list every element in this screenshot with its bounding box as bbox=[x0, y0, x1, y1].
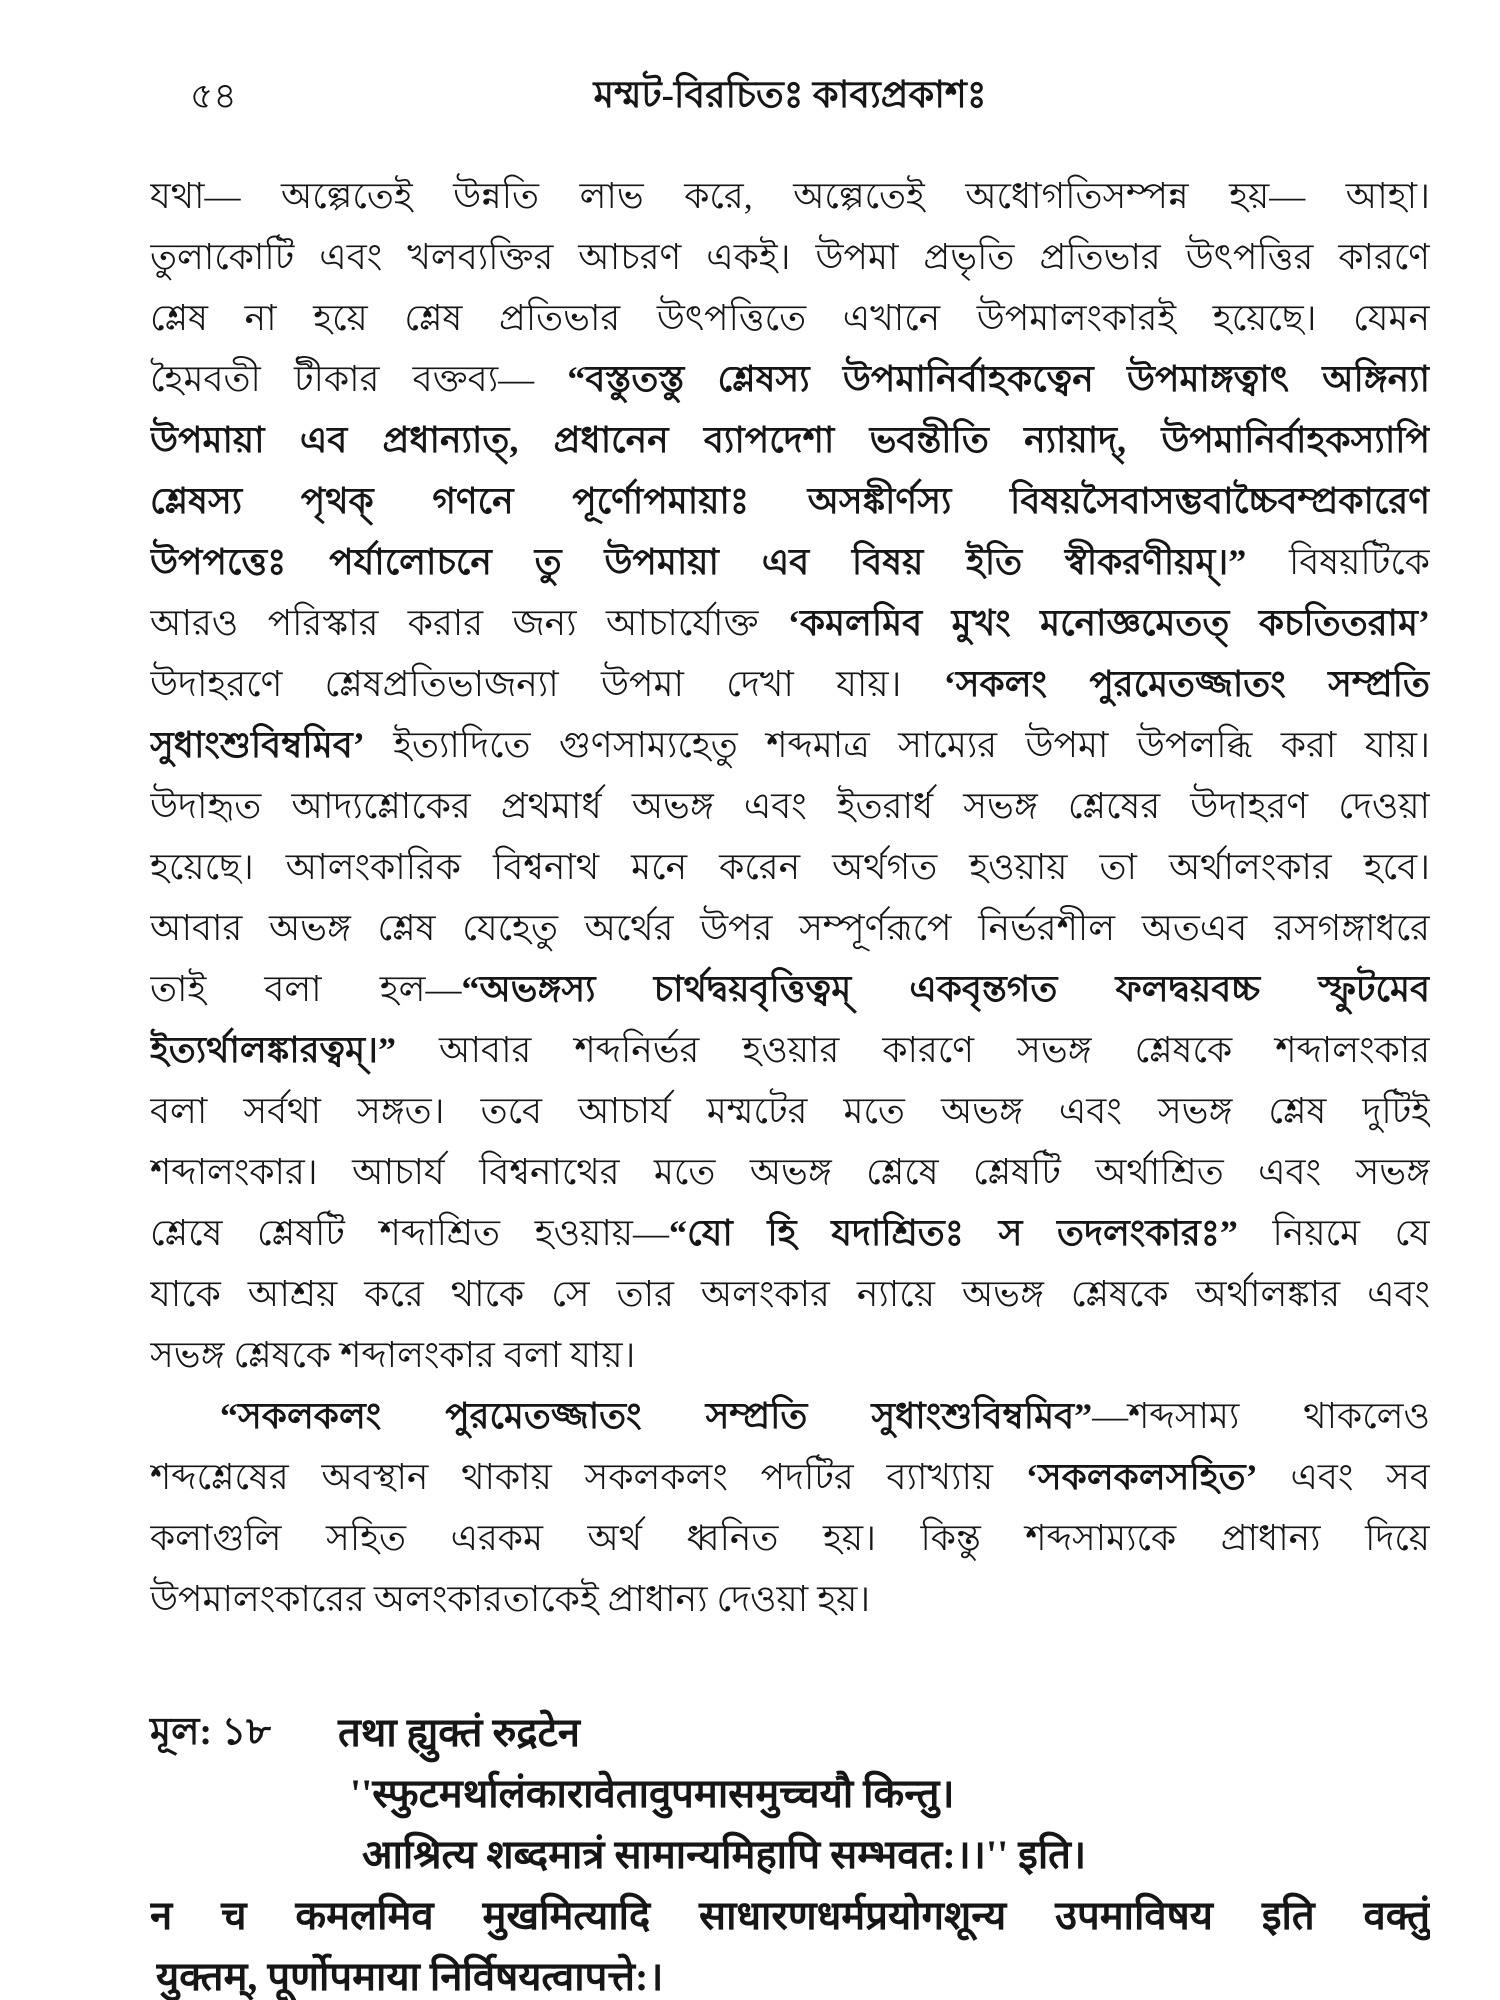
text-line bbox=[150, 1447, 1430, 1508]
mula-verse-line: युक्तम्, पूर्णोपमाया निर्विषयत्वापत्ते:। bbox=[156, 1954, 664, 1999]
text-line bbox=[150, 715, 1430, 776]
body-text-segment: সভঙ্গ শ্লেষকে শব্দালংকার বলা যায়। bbox=[150, 1335, 636, 1375]
quoted-text-segment: উপমায়া এব প্রধান্যাত্, প্রধানেন ব্যাপদেশা ভবন্তীতি ন্যায়াদ্, উপমানির্বাহকস্যাপি bbox=[150, 420, 1430, 460]
text-line bbox=[150, 654, 1430, 715]
text-line bbox=[150, 898, 1430, 959]
body-text-segment: আবার অভঙ্গ শ্লেষ যেহেতু অর্থের উপর সম্পূর্ণরূপে নির্ভরশীল অতএব রসগঙ্গাধরে bbox=[150, 908, 1430, 948]
body-text-segment: বলা সর্বথা সঙ্গত। তবে আচার্য মম্মটের মতে অভঙ্গ এবং সভঙ্গ শ্লেষ দুটিই bbox=[150, 1091, 1430, 1131]
page-header-title: মম্মট-বিরচিতঃ কাব্যপ্রকাশঃ bbox=[593, 75, 987, 116]
text-line bbox=[150, 1325, 1430, 1386]
quoted-text-segment: ‘সকলং পুরমেতজ্জাতং সম্প্রতি bbox=[943, 664, 1430, 704]
body-text-segment: যথা— অল্পেতেই উন্নতি লাভ করে, অল্পেতেই অধোগতিসম্পন্ন হয়— আহা। bbox=[150, 176, 1430, 216]
body-text-segment: নিয়মে যে bbox=[1237, 1213, 1430, 1253]
body-text-segment: উদাহৃত আদ্যশ্লোকের প্রথমার্ধ অভঙ্গ এবং ইতরার্ধ সভঙ্গ শ্লেষের উদাহরণ দেওয়া bbox=[150, 786, 1430, 826]
body-text-segment: হৈমবতী টীকার বক্তব্য— bbox=[150, 359, 568, 399]
body-text-segment: শব্দশ্লেষের অবস্থান থাকায় সকলকলং পদটির ব্যাখ্যায় bbox=[150, 1457, 1026, 1497]
body-text-segment: বিষয়টিকে bbox=[1246, 542, 1430, 582]
quoted-text-segment: সুধাংশুবিম্বমিব’ bbox=[150, 725, 365, 765]
quoted-text-segment: ‘কমলমিব মুখং মনোজ্ঞমেতত্ কচতিতরাম’ bbox=[787, 603, 1430, 643]
text-line bbox=[150, 1264, 1430, 1325]
text-line bbox=[150, 1142, 1430, 1203]
text-line bbox=[150, 837, 1430, 898]
text-line bbox=[150, 288, 1430, 349]
page-number: ৫৪ bbox=[190, 76, 237, 116]
body-text-segment: উপমালংকারের অলংকারতাকেই প্রাধান্য দেওয়া হয়। bbox=[150, 1579, 871, 1619]
mula-heading-row bbox=[150, 1702, 1430, 1763]
quoted-text-segment: “অভঙ্গস্য চার্থদ্বয়বৃত্তিত্বম্ একবৃন্তগত ফলদ্বয়বচ্চ স্ফুটমেব bbox=[461, 969, 1430, 1009]
body-text-segment: শব্দালংকার। আচার্য বিশ্বনাথের মতে অভঙ্গ শ্লেষে শ্লেষটি অর্থাশ্রিত এবং সভঙ্গ bbox=[150, 1152, 1430, 1192]
text-line bbox=[150, 410, 1430, 471]
text-line bbox=[150, 1020, 1430, 1081]
body-text-segment: ইত্যাদিতে গুণসাম্যহেতু শব্দমাত্র সাম্যের উপমা উপলব্ধি করা যায়। bbox=[364, 725, 1430, 765]
page-header bbox=[150, 70, 1430, 122]
mula-verse-line: ''स्फुटमर्थालंकारावेतावुपमासमुच्चयौ किन्तु। bbox=[350, 1771, 955, 1816]
body-text-segment: যাকে আশ্রয় করে থাকে সে তার অলংকার ন্যায়ে অভঙ্গ শ্লেষকে অর্থালঙ্কার এবং bbox=[150, 1274, 1430, 1314]
text-line bbox=[150, 1569, 1430, 1630]
quoted-text-segment: ইত্যর্থালঙ্কারত্বম্।” bbox=[150, 1030, 396, 1070]
body-text-segment: —শব্দসাম্য থাকলেও bbox=[1092, 1396, 1430, 1436]
text-line bbox=[150, 227, 1430, 288]
text-line bbox=[150, 1203, 1430, 1264]
body-text-segment: শ্লেষ না হয়ে শ্লেষ প্রতিভার উৎপত্তিতে এখানে উপমালংকারই হয়েছে। যেমন bbox=[150, 298, 1430, 338]
body-text-segment: তুলাকোটি এবং খলব্যক্তির আচরণ একই। উপমা প্রভৃতি প্রতিভার উৎপত্তির কারণে bbox=[150, 237, 1430, 277]
text-line bbox=[150, 349, 1430, 410]
text-line bbox=[150, 166, 1430, 227]
text-line bbox=[150, 593, 1430, 654]
body-text-segment: উদাহরণে শ্লেষপ্রতিভাজন্যা উপমা দেখা যায়। bbox=[150, 664, 944, 704]
quoted-text-segment: উপপত্তেঃ পর্যালোচনে তু উপমায়া এব বিষয় ইতি স্বীকরণীয়ম্।” bbox=[150, 542, 1247, 582]
body-text-segment: তাই বলা হল— bbox=[150, 969, 462, 1009]
text-line bbox=[150, 471, 1430, 532]
text-line bbox=[150, 1081, 1430, 1142]
body-text-segment: এবং সব bbox=[1257, 1457, 1430, 1497]
body-text-block bbox=[150, 166, 1430, 1630]
mula-intro-line: तथा ह्युक्तं रुद्रटेन bbox=[338, 1710, 580, 1755]
body-text-segment: হয়েছে। আলংকারিক বিশ্বনাথ মনে করেন অর্থগত হওয়ায় তা অর্থালংকার হবে। bbox=[150, 847, 1430, 887]
body-text-segment: শ্লেষে শ্লেষটি শব্দাশ্রিত হওয়ায়— bbox=[150, 1213, 669, 1253]
body-text-segment: আবার শব্দনির্ভর হওয়ার কারণে সভঙ্গ শ্লেষকে শব্দালংকার bbox=[395, 1030, 1430, 1070]
mula-number-label: মূল: ১৮ bbox=[150, 1711, 271, 1753]
text-line bbox=[150, 1508, 1430, 1569]
quoted-text-segment: “বস্তুতস্তু শ্লেষস্য উপমানির্বাহকত্বেন উপমাঙ্গত্বাৎ অঙ্গিন্যা bbox=[567, 359, 1430, 399]
quoted-text-segment: শ্লেষস্য পৃথক্ গণনে পূর্ণোপমায়াঃ অসঙ্কীর্ণস্য বিষয়সৈবাসম্ভবাচ্চৈবম্প্রকারেণ bbox=[150, 481, 1430, 521]
text-line bbox=[150, 532, 1430, 593]
quoted-text-segment: ‘সকলকলসহিত’ bbox=[1025, 1457, 1258, 1497]
mula-verse-line: न च कमलमिव मुखमित्यादि साधारणधर्मप्रयोगशून्य उपमाविषय इति वक्तुं bbox=[150, 1893, 1430, 1938]
mula-section bbox=[150, 1702, 1430, 2000]
text-line bbox=[150, 776, 1430, 837]
mula-verse-line: आश्रित्य शब्दमात्रं सामान्यमिहापि सम्भवत:।।'' इति। bbox=[362, 1832, 1087, 1877]
text-line bbox=[150, 959, 1430, 1020]
body-text-segment: আরও পরিস্কার করার জন্য আচার্যোক্ত bbox=[150, 603, 788, 643]
text-line bbox=[150, 1386, 1430, 1447]
mula-verse-block bbox=[150, 1763, 1430, 2000]
body-text-segment: কলাগুলি সহিত এরকম অর্থ ধ্বনিত হয়। কিন্তু শব্দসাম্যকে প্রাধান্য দিয়ে bbox=[150, 1518, 1430, 1558]
quoted-text-segment: “যো হি যদাশ্রিতঃ স তদলংকারঃ” bbox=[668, 1213, 1238, 1253]
quoted-text-segment: “সকলকলং পুরমেতজ্জাতং সম্প্রতি সুধাংশুবিম্বমিব” bbox=[220, 1396, 1093, 1436]
